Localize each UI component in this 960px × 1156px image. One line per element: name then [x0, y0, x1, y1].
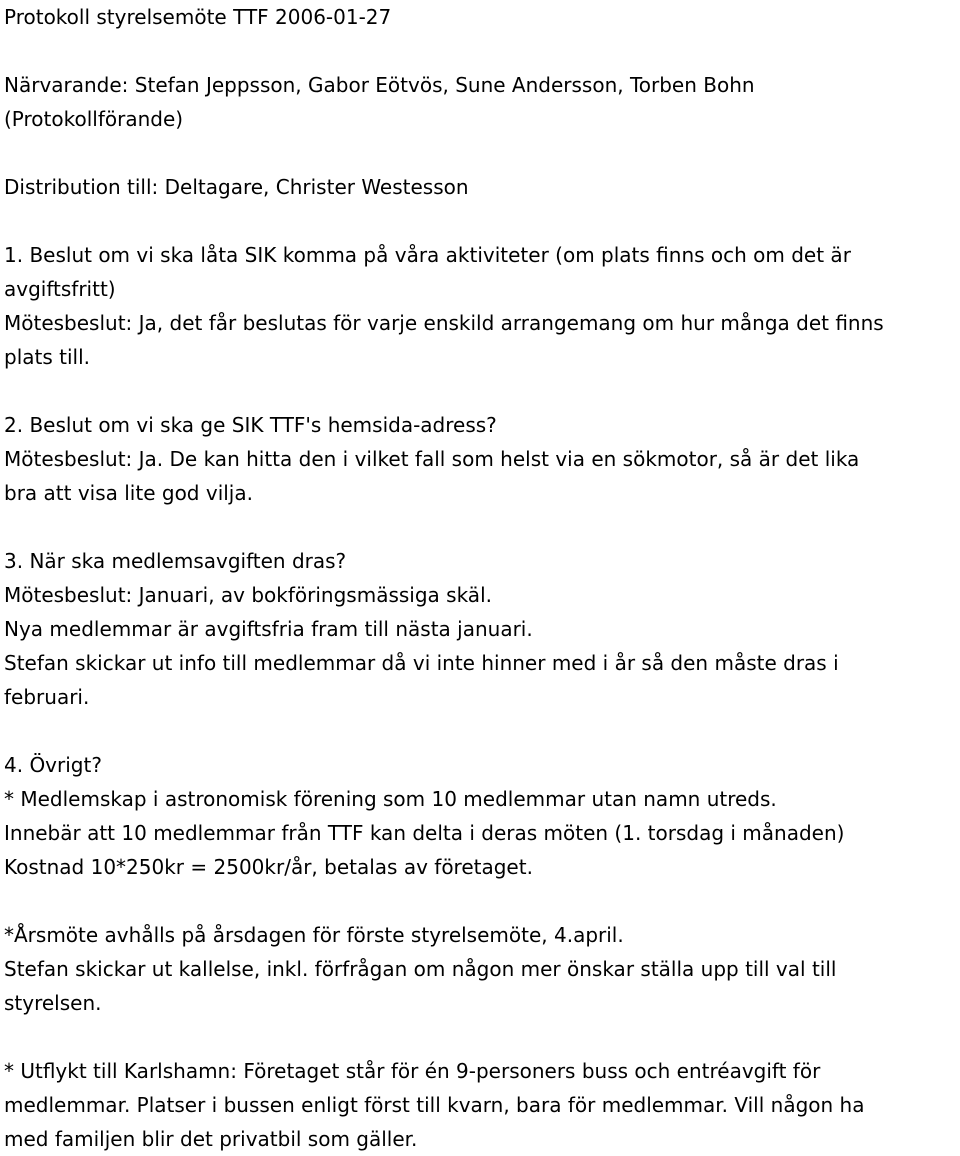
item4-astro: * Medlemskap i astronomisk förening som 10 medlemmar utan namn utreds. — [4, 787, 777, 811]
item2-question: 2. Beslut om vi ska ge SIK TTF's hemsida-adress? — [4, 413, 497, 437]
item4-invite: Stefan skickar ut kallelse, inkl. förfrågan om någon mer önskar ställa upp till val till — [4, 957, 837, 981]
item3-action: Stefan skickar ut info till medlemmar då vi inte hinner med i år så den måste dras i — [4, 651, 839, 675]
attendance-line: Närvarande: Stefan Jeppsson, Gabor Eötvös, Sune Andersson, Torben Bohn — [4, 73, 755, 97]
spacer — [4, 714, 952, 748]
spacer — [4, 510, 952, 544]
item3-question: 3. När ska medlemsavgiften dras? — [4, 549, 347, 573]
item3-note: Nya medlemmar är avgiftsfria fram till nästa januari. — [4, 617, 533, 641]
item4-trip: med familjen blir det privatbil som gäller. — [4, 1127, 418, 1151]
spacer — [4, 136, 952, 170]
item3-decision: Mötesbeslut: Januari, av bokföringsmässiga skäl. — [4, 583, 492, 607]
item4-astro-detail: Innebär att 10 medlemmar från TTF kan delta i deras möten (1. torsdag i månaden) — [4, 821, 845, 845]
spacer — [4, 884, 952, 918]
distribution-line: Distribution till: Deltagare, Christer Westesson — [4, 175, 469, 199]
item2-decision: bra att visa lite god vilja. — [4, 481, 253, 505]
spacer — [4, 204, 952, 238]
item4-invite: styrelsen. — [4, 991, 102, 1015]
item4-annual: *Årsmöte avhålls på årsdagen för förste styrelsemöte, 4.april. — [4, 923, 624, 947]
item4-trip: * Utflykt till Karlshamn: Företaget står för én 9-personers buss och entréavgift för — [4, 1059, 821, 1083]
item2-decision: Mötesbeslut: Ja. De kan hitta den i vilket fall som helst via en sökmotor, så är det lika — [4, 447, 860, 471]
item4-cost: Kostnad 10*250kr = 2500kr/år, betalas av företaget. — [4, 855, 533, 879]
document — [4, 0, 952, 1156]
item4-trip: medlemmar. Platser i bussen enligt först till kvarn, bara för medlemmar. Vill någon ha — [4, 1093, 865, 1117]
spacer — [4, 374, 952, 408]
item3-action: februari. — [4, 685, 90, 709]
document-title: Protokoll styrelsemöte TTF 2006-01-27 — [4, 5, 392, 29]
spacer — [4, 34, 952, 68]
item1-decision: plats till. — [4, 345, 90, 369]
item1-decision: Mötesbeslut: Ja, det får beslutas för varje enskild arrangemang om hur många det finns — [4, 311, 884, 335]
item1-question: 1. Beslut om vi ska låta SIK komma på våra aktiviteter (om plats finns och om det är — [4, 243, 851, 267]
item4-question: 4. Övrigt? — [4, 753, 102, 777]
item1-question: avgiftsfritt) — [4, 277, 116, 301]
spacer — [4, 1020, 952, 1054]
attendance-line: (Protokollförande) — [4, 107, 184, 131]
